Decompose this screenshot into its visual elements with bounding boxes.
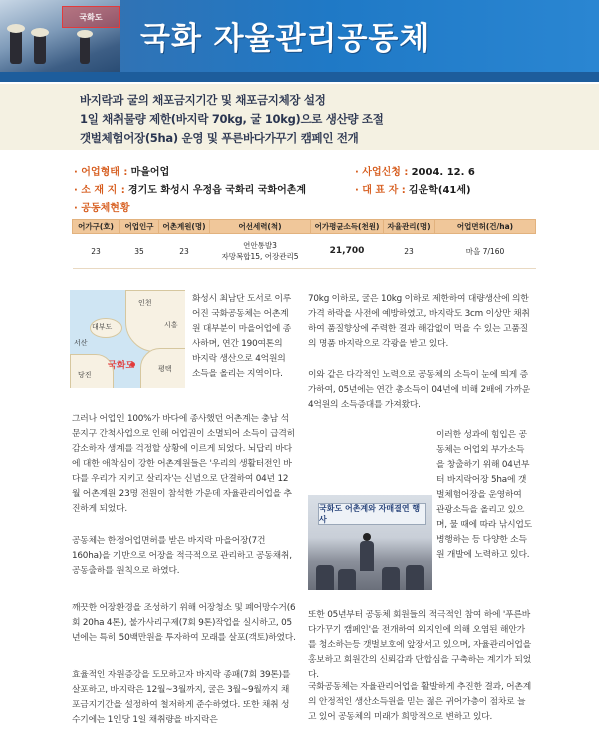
vessel-line: 자망복합15, 어장관리5 <box>221 252 299 261</box>
table-header: 어선세력(척) <box>210 220 311 234</box>
info-value: 마을어업 <box>130 167 170 178</box>
map-label: 대부도 <box>92 323 113 331</box>
subheading-box <box>0 84 599 150</box>
info-rep <box>355 181 471 196</box>
table-header: 어가구(호) <box>73 220 120 234</box>
event-photo <box>308 495 432 590</box>
info-value: 경기도 화성시 우정읍 국화리 국화어촌계 <box>127 185 307 196</box>
body-paragraph: 국화공동체는 자율관리어업을 활발하게 추진한 결과, 어촌계의 안정적인 생산소득원을 믿는 젊은 귀어가층이 점차로 늘고 있어 공동체의 미래가 희망적으로 변하고 있다. <box>308 682 532 722</box>
table-row <box>73 234 536 269</box>
table-cell: 마을 7/160 <box>435 234 536 269</box>
info-label: · 어업형태 : <box>74 167 128 178</box>
header-banner <box>0 0 599 82</box>
body-paragraph: 70kg 이하로, 굴은 10kg 이하로 제한하여 대량생산에 의한 가격 하락을 사전에 예방하였고, 바지락도 3cm 이상만 채취하여 품질향상에 주력한 결과 해감없이 먹을 수 있는 고품질의 명품 바지락으로 각광을 받고 있다. <box>308 294 530 349</box>
subheading-line: 1일 채취물량 제한(바지락 70kg, 굴 10kg)으로 생산량 조절 <box>80 112 384 126</box>
info-label: · 소 재 지 : <box>74 185 125 196</box>
map-label: 인천 <box>138 299 152 307</box>
map-label: 서산 <box>74 339 88 347</box>
table-cell: 23 <box>73 234 120 269</box>
location-map <box>70 290 185 388</box>
banner-stripe <box>0 72 599 82</box>
info-value: 2004. 12. 6 <box>411 167 475 178</box>
map-label: 평택 <box>158 365 172 373</box>
community-status-table <box>72 219 536 269</box>
subheading-line: 갯벌체험어장(5ha) 운영 및 푸른바다가꾸기 캠페인 전개 <box>80 131 359 145</box>
info-value: 김운학(41세) <box>408 185 471 196</box>
body-paragraph: 이러한 성과에 힘입은 공동체는 어업외 부가소득을 창출하기 위해 04년부터 바지락어장 5ha에 갯벌체험어장을 운영하여 관광소득을 올리고 있으며, 물 때에 따라 낚시업도 병행하는 등 다양한 소득원 개발에 노력하고 있다. <box>436 430 532 560</box>
body-paragraph: 효율적인 자원증강을 도모하고자 바지락 종패(7회 39톤)를 살포하고, 바지락은 12월~3월까지, 굴은 3월~9월까지 채포금지기간을 설정하여 철저하게 준수하였다. 또한 채취 성수기에는 1인당 1일 채취량을 바지락은 <box>72 670 291 725</box>
body-paragraph: 화성시 최남단 도서로 이루어진 국화공동체는 어촌계원 대부분이 마을어업에 종사하며, 연간 190여톤의 바지락 생산으로 4억원의 소득을 올리는 지역이다. <box>192 294 292 379</box>
subheading-line: 바지락과 굴의 채포금지기간 및 채포금지체장 설정 <box>80 93 326 107</box>
table-cell <box>210 234 311 269</box>
map-label: 당진 <box>78 371 92 379</box>
table-header: 어촌계원(명) <box>159 220 210 234</box>
info-status <box>74 199 130 214</box>
body-paragraph: 이와 같은 다각적인 노력으로 공동체의 소득이 눈에 띄게 증가하여, 05년에는 연간 총소득이 04년에 비해 2배에 가까운 4억원의 소득증대를 가져왔다. <box>308 370 531 410</box>
body-paragraph: 또한 05년부터 공동체 회원들의 적극적인 참여 하에 '푸른바다가꾸기 캠페인'을 전개하여 외지인에 의해 오염된 해안가를 청소하는등 갯벌보호에 앞장서고 있으며, 자율관리어업을 홍보하고 회원간의 신뢰감과 단합심을 구축하는 계기가 되었다. <box>308 610 532 680</box>
info-address <box>74 181 306 196</box>
info-date <box>355 163 475 178</box>
info-label: · 사업신청 : <box>355 167 409 178</box>
body-paragraph: 그러나 어업인 100%가 바다에 종사했던 어촌계는 충남 석문지구 간척사업으로 인해 어업권이 소멸되어 소득이 급격히 감소하자 생계를 걱정할 상황에 이르게 되었다. 뇌답리 바다에 대한 애착심이 강한 어촌계원들은 '우리의 생활터전인 바다를 우리가 지키고 살리자'는 신념으로 단결하여 04년 12월 어촌계원 23명 전원이 참석한 가운데 자율관리어업을 추진하게 되었다. <box>72 414 296 514</box>
table-cell: 23 <box>159 234 210 269</box>
info-type <box>74 163 169 178</box>
stamp-badge: 국화도 <box>62 6 120 28</box>
photo-banner-text: 국화도 어촌계와 자매결연 행사 <box>318 503 426 525</box>
table-header: 어가평균소득(천원) <box>311 220 384 234</box>
map-label: 국화도 <box>108 361 135 371</box>
table-cell: 35 <box>120 234 159 269</box>
body-paragraph: 공동체는 한정어업면허를 받은 바지락 마을어장(7건 160ha)을 기반으로 어장을 적극적으로 관리하고 공동채취, 공동출하를 원칙으로 하였다. <box>72 536 292 576</box>
table-header: 자율관리(명) <box>384 220 435 234</box>
table-cell: 23 <box>384 234 435 269</box>
info-label: · 공동체현황 <box>74 203 130 214</box>
map-label: 시흥 <box>164 321 178 329</box>
table-cell: 21,700 <box>311 234 384 269</box>
table-header: 어업인구 <box>120 220 159 234</box>
table-header: 어업면허(건/ha) <box>435 220 536 234</box>
body-paragraph: 깨끗한 어장환경을 조성하기 위해 어장청소 및 폐어망수거(6회 20ha 4톤), 불가사리구제(7회 9톤)작업을 실시하고, 05년에는 특히 50백만원을 투자하여 모래를 살포(객토)하였다. <box>72 603 296 643</box>
vessel-line: 연안통발3 <box>243 241 277 250</box>
page-title: 국화 자율관리공동체 <box>140 21 431 57</box>
info-label: · 대 표 자 : <box>355 185 406 196</box>
